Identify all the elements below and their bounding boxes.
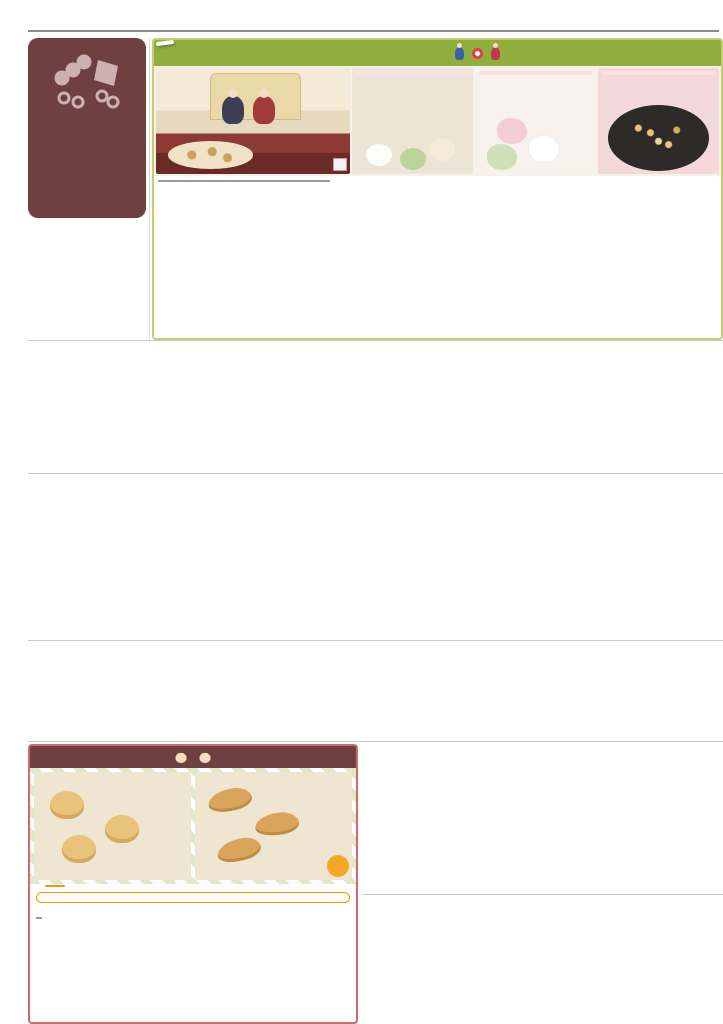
set-contents-box: [333, 158, 347, 171]
count-badge: [327, 855, 349, 877]
mochi-shape: [366, 144, 392, 166]
category-box: [28, 38, 146, 218]
photo-caption: [479, 71, 592, 75]
madeleine-shape: [105, 815, 139, 843]
top-section: [28, 38, 723, 340]
mini-product-slot: [30, 925, 356, 1022]
hina-doll-icon: [491, 47, 500, 60]
product-row-3: [28, 473, 723, 640]
hina-product-lead-column: [158, 179, 330, 335]
mini-meta: [30, 905, 356, 925]
hinamatsuri-section: [152, 38, 723, 340]
taiyaki-shape: [206, 785, 254, 816]
madeleine-photo: [34, 772, 191, 880]
taiyaki-photo: [195, 772, 352, 880]
photo-caption: [602, 71, 715, 75]
ingredients-text: [158, 183, 330, 335]
mochi-shape: [400, 148, 426, 170]
empress-doll-shape: [253, 96, 275, 124]
page-header: [28, 0, 719, 32]
senbei-shape: [487, 144, 517, 170]
maker-chip: [36, 917, 42, 919]
dango-snack-icon: [50, 52, 124, 110]
snack-plate-shape: [168, 141, 253, 169]
mini-section-title: [30, 746, 356, 768]
hina-doll-icon: [455, 47, 464, 60]
hina-header: [154, 40, 721, 66]
chocolate-bottom-row: [362, 894, 723, 1024]
mini-size-section: [28, 744, 358, 1024]
arare-bowl-photo: [598, 68, 719, 174]
limited-flag: [156, 40, 174, 46]
emperor-doll-shape: [222, 96, 244, 124]
point-box: [36, 892, 350, 903]
chocolate-top-row: [362, 742, 723, 894]
arare-bowl-shape: [608, 105, 710, 171]
point-label: [45, 885, 65, 887]
plum-blossom-icon: [472, 48, 483, 59]
madeleine-shape: [62, 835, 96, 863]
child-face-icon: [199, 751, 211, 763]
hina-products: [154, 176, 721, 338]
kirazu-card-slot: [28, 218, 146, 340]
taiyaki-shape: [253, 810, 300, 838]
senbei-shape: [497, 118, 527, 144]
hina-banner: [154, 47, 721, 60]
product-row-4: [28, 640, 723, 741]
mochi-shape: [429, 139, 455, 161]
taiyaki-shape: [215, 834, 263, 866]
product-row-2: [28, 340, 723, 473]
left-column: [28, 38, 150, 340]
hina-photo-strip: [154, 66, 721, 176]
maker-chip: [158, 180, 330, 182]
mochi-photo: [352, 68, 473, 174]
senbei-shape: [528, 135, 560, 163]
mini-photos: [30, 768, 356, 884]
madeleine-shape: [50, 791, 84, 819]
category-sidebar: [0, 32, 27, 1024]
main-content: [28, 38, 723, 1024]
child-face-icon: [175, 751, 187, 763]
flower-senbei-photo: [475, 68, 596, 174]
point-row: [30, 884, 356, 905]
chocolate-section: [358, 742, 723, 1024]
bottom-section: [28, 741, 723, 1024]
photo-caption: [356, 71, 469, 75]
hina-display-photo: [156, 68, 350, 174]
